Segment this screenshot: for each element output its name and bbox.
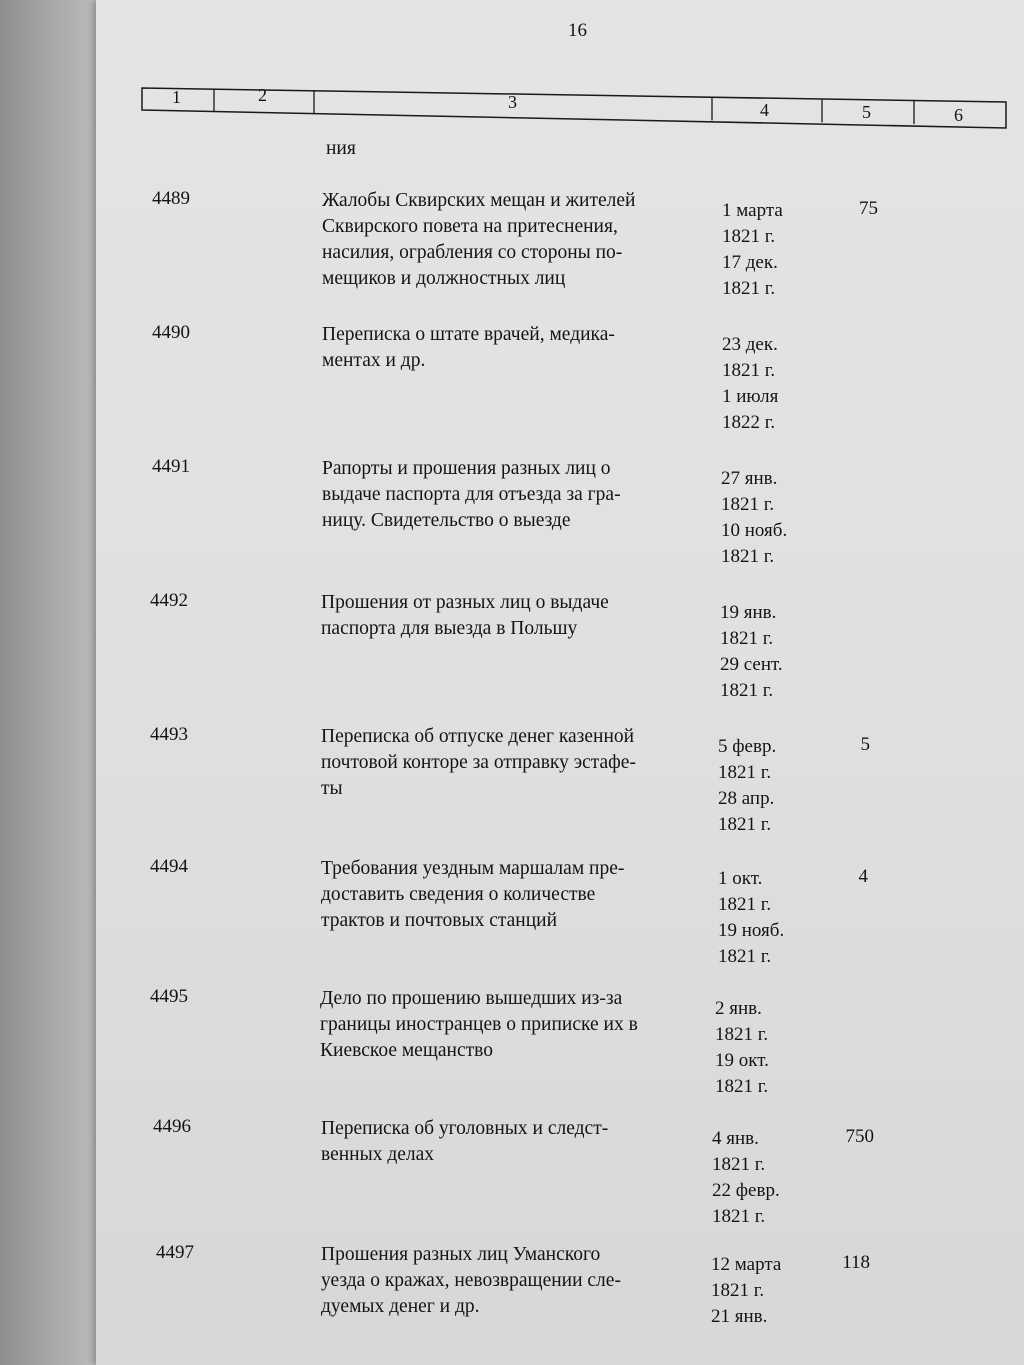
record-dates: 1 марта 1821 г. 17 дек. 1821 г. <box>722 200 783 299</box>
column-header-4: 4 <box>760 100 769 120</box>
record-description: Переписка об уголовных и следст- венных делах <box>321 1118 609 1165</box>
book-gutter <box>0 0 100 1365</box>
record-dates: 4 янв. 1821 г. 22 февр. 1821 г. <box>712 1128 780 1227</box>
record-sheets: 118 <box>842 1252 870 1273</box>
column-header-2: 2 <box>258 85 267 105</box>
column-header-1: 1 <box>172 87 181 107</box>
record-dates: 5 февр. 1821 г. 28 апр. 1821 г. <box>718 736 777 835</box>
record-dates: 27 янв. 1821 г. 10 нояб. 1821 г. <box>721 468 788 567</box>
record-number: 4497 <box>156 1242 194 1263</box>
record-number: 4492 <box>150 590 188 611</box>
continuation-text: ния <box>326 138 356 159</box>
record-description: Прошения разных лиц Уманского уезда о кражах, невозвращении сле- дуемых денег и др. <box>321 1244 621 1317</box>
record-dates: 23 дек. 1821 г. 1 июля 1822 г. <box>722 334 779 433</box>
record-sheets: 5 <box>860 734 870 755</box>
record-number: 4489 <box>152 188 190 209</box>
record-sheets: 4 <box>858 866 868 887</box>
column-header-6: 6 <box>954 105 963 125</box>
record-description: Дело по прошению вышедших из-за границы иностранцев о приписке их в Киевское мещанство <box>320 988 638 1061</box>
record-number: 4495 <box>150 986 188 1007</box>
record-dates: 2 янв. 1821 г. 19 окт. 1821 г. <box>715 998 769 1097</box>
record-number: 4491 <box>152 456 190 477</box>
page-number: 16 <box>568 20 587 41</box>
column-header-5: 5 <box>862 102 871 122</box>
record-number: 4493 <box>150 724 188 745</box>
record-description: Рапорты и прошения разных лиц о выдаче паспорта для отъезда за гра- ницу. Свидетельство о выезде <box>322 458 621 531</box>
record-number: 4494 <box>150 856 188 877</box>
record-dates: 12 марта 1821 г. 21 янв. <box>711 1254 782 1327</box>
column-header-row <box>142 80 1006 124</box>
record-sheets: 750 <box>845 1126 874 1147</box>
record-dates: 1 окт. 1821 г. 19 нояб. 1821 г. <box>718 868 785 967</box>
record-number: 4490 <box>152 322 190 343</box>
record-number: 4496 <box>153 1116 191 1137</box>
column-header-grid <box>142 80 1006 130</box>
record-description: Жалобы Сквирских мещан и жителей Сквирского повета на притеснения, насилия, ограбления со стороны по- мещиков и должностных лиц <box>322 190 636 289</box>
record-sheets: 75 <box>859 198 878 219</box>
record-description: Переписка о штате врачей, медика- ментах и др. <box>322 324 615 371</box>
record-description: Требования уездным маршалам пре- доставить сведения о количестве трактов и почтовых станций <box>321 858 625 931</box>
record-description: Переписка об отпуске денег казенной почтовой конторе за отправку эстафе- ты <box>321 726 636 799</box>
record-dates: 19 янв. 1821 г. 29 сент. 1821 г. <box>720 602 783 701</box>
column-header-3: 3 <box>508 92 517 112</box>
record-description: Прошения от разных лиц о выдаче паспорта для выезда в Польшу <box>321 592 609 639</box>
